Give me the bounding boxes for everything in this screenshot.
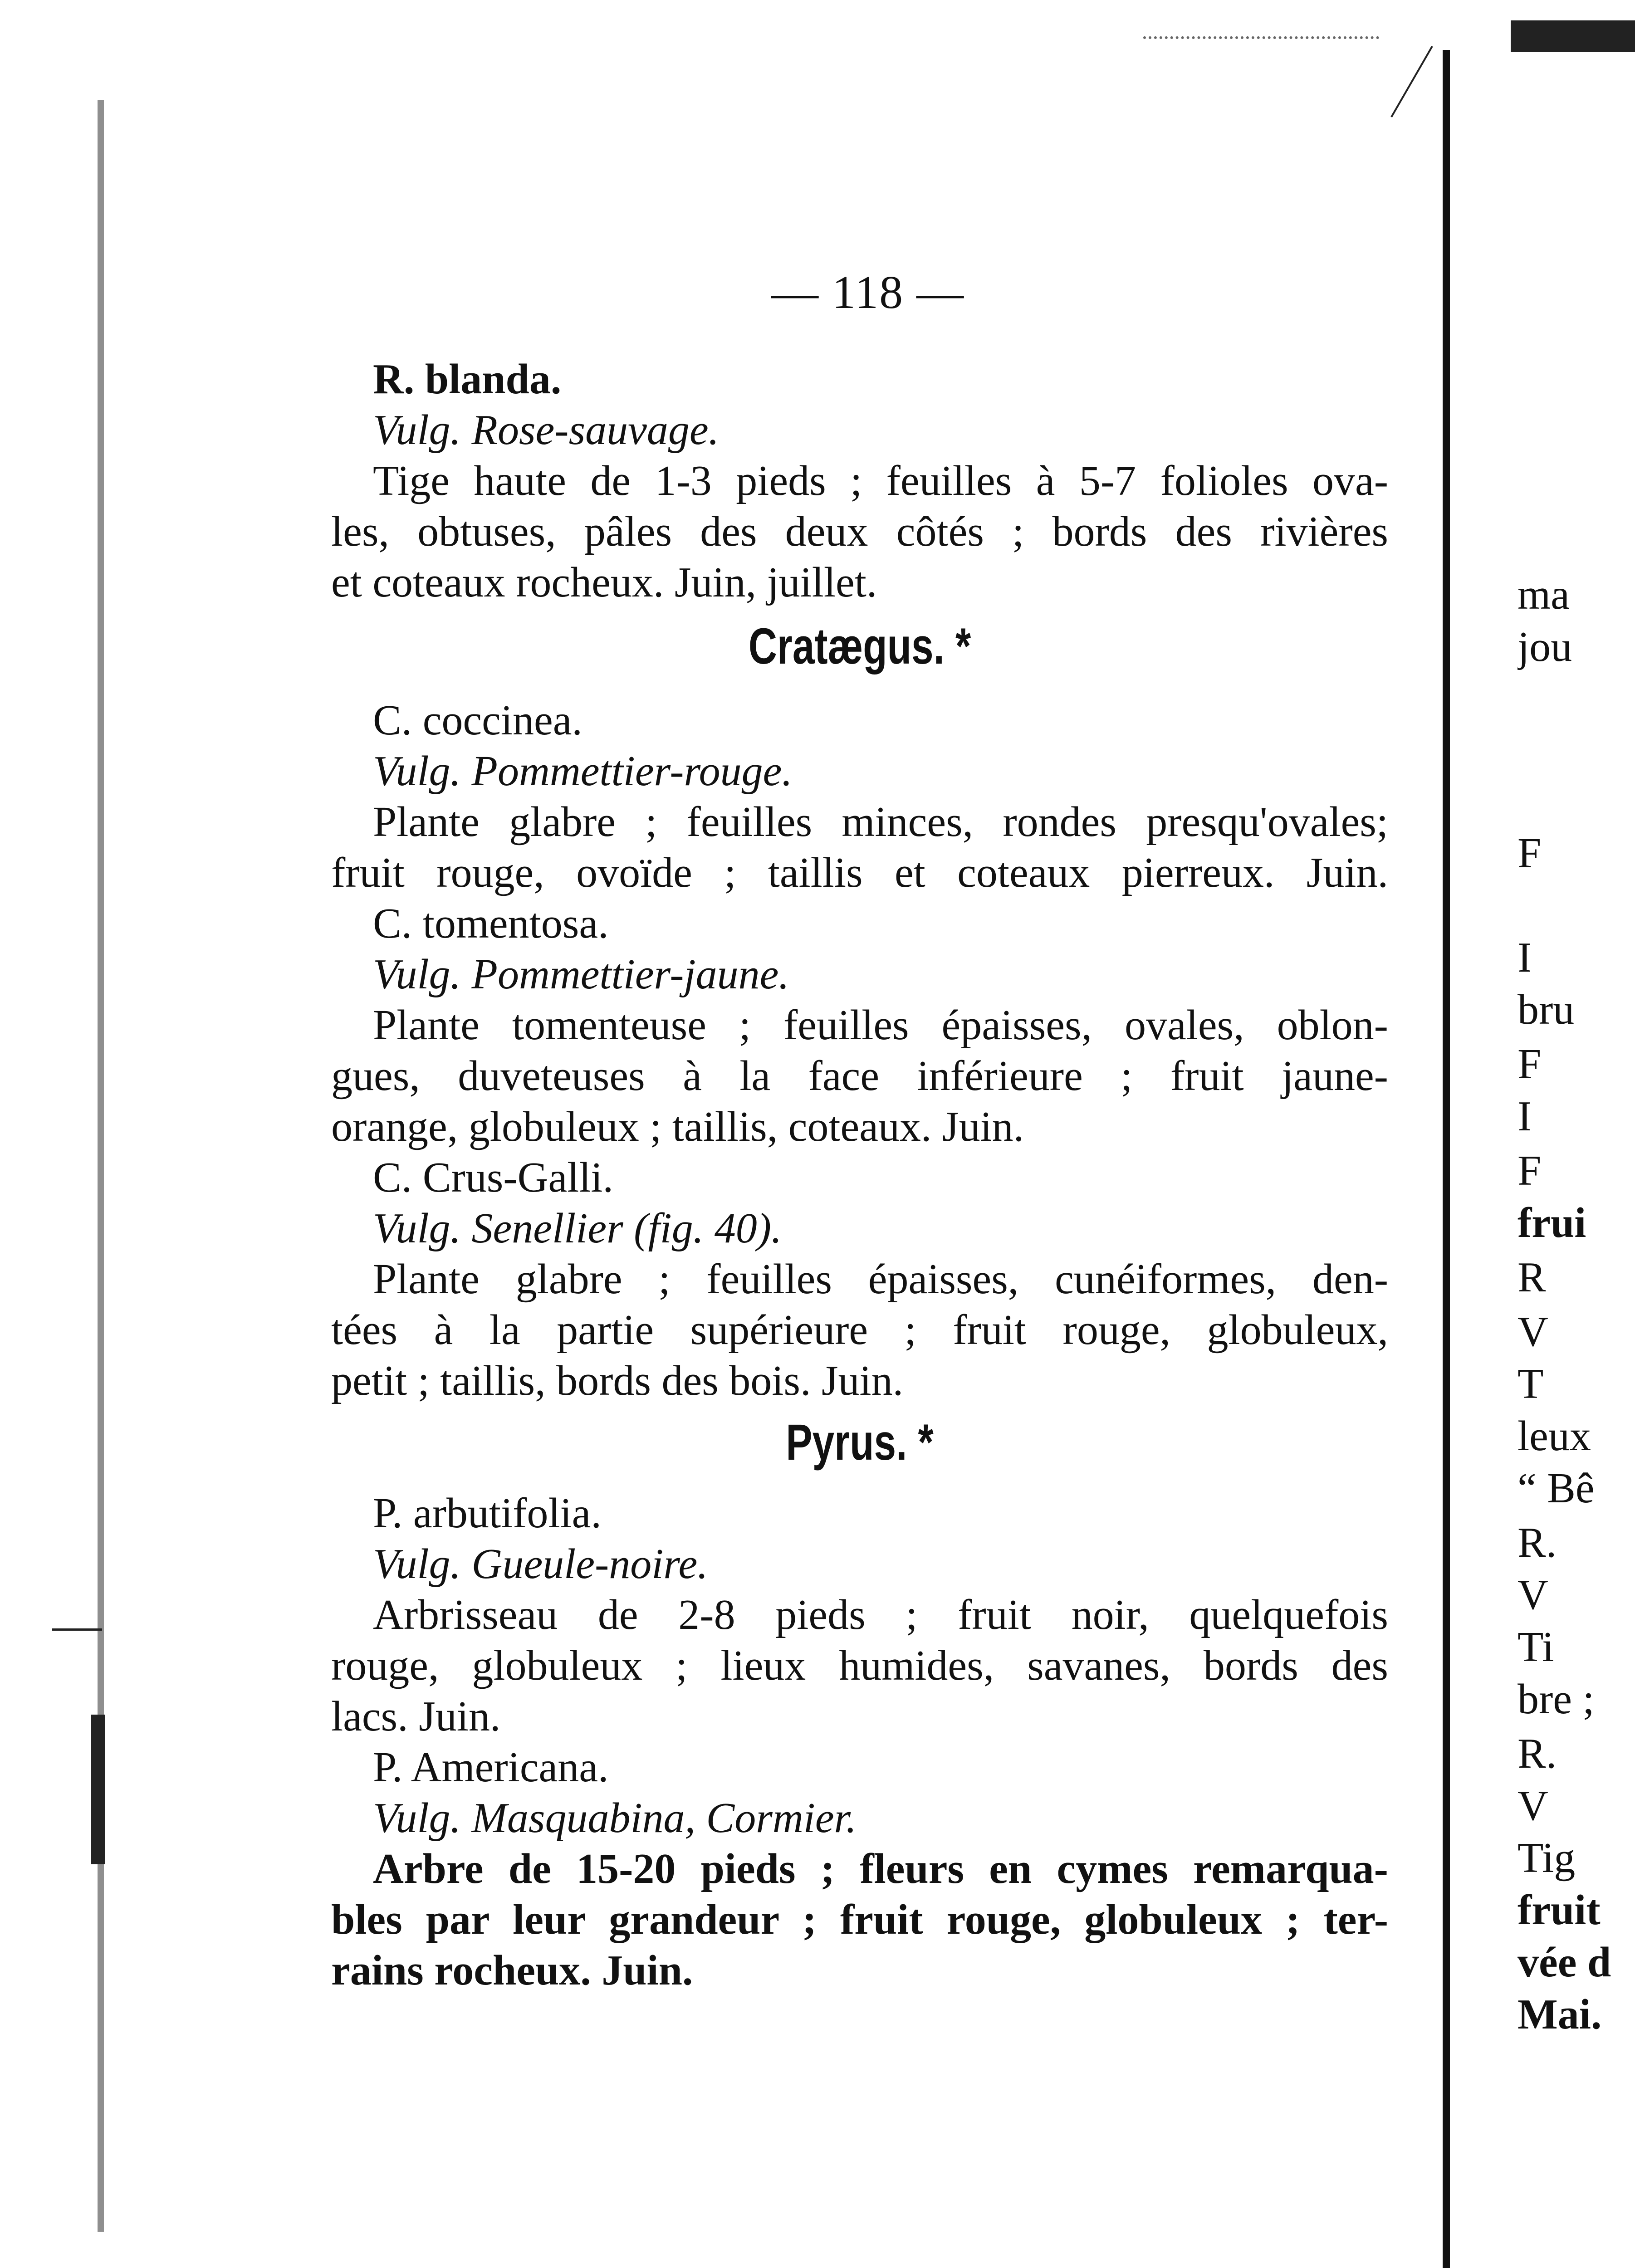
facing-page-text: V [1518,1571,1548,1618]
facing-page-text: Mai. [1518,1991,1602,2038]
facing-page-text: T [1518,1360,1544,1408]
scan-artifact-left-tick [52,1628,102,1631]
facing-page-text: V [1518,1782,1548,1829]
species-name: P. Americana. [373,1744,609,1791]
vernacular-name: Vulg. Pommettier-jaune. [373,951,789,998]
scan-artifact-top [1143,36,1379,45]
scan-artifact-left-edge [98,100,104,2232]
facing-page-text: “ Bê [1518,1465,1595,1512]
facing-page-text: Tig [1518,1834,1576,1882]
facing-page-text: frui [1518,1199,1586,1246]
description-line: bles par leur grandeur ; fruit rouge, globuleux ; ter- [331,1896,1388,1943]
scan-artifact-left-block [91,1715,105,1864]
facing-page-text: fruit [1518,1887,1601,1934]
facing-page-text: R. [1518,1519,1557,1566]
facing-page-text: V [1518,1308,1548,1355]
description-line: Plante tomenteuse ; feuilles épaisses, ovales, oblon- [373,1002,1388,1049]
description-line: fruit rouge, ovoïde ; taillis et coteaux pierreux. Juin. [331,849,1388,896]
scan-artifact-gutter-corner [1390,46,1433,117]
facing-page-text: leux [1518,1413,1591,1460]
page-gutter-line [1443,50,1450,2268]
description-line: tées à la partie supérieure ; fruit rouge, globuleux, [331,1306,1388,1354]
facing-page-text: F [1518,1041,1542,1088]
description-line: Arbre de 15-20 pieds ; fleurs en cymes remarqua- [373,1845,1388,1892]
facing-page-text: bru [1518,986,1575,1033]
vernacular-name: Vulg. Rose-sauvage. [373,406,720,454]
facing-page-text: jou [1518,623,1572,670]
genus-heading: Pyrus. * [786,1414,934,1471]
vernacular-name: Vulg. Pommettier-rouge. [373,748,793,795]
facing-page-text: bre ; [1518,1676,1595,1723]
facing-page-text: ma [1518,571,1570,618]
species-name: P. arbutifolia. [373,1490,602,1537]
description-line: petit ; taillis, bords des bois. Juin. [331,1357,904,1404]
description-line: Arbrisseau de 2-8 pieds ; fruit noir, quelquefois [373,1591,1388,1638]
species-name: C. tomentosa. [373,900,609,947]
vernacular-name: Vulg. Senellier (fig. 40). [373,1205,782,1252]
description-line: Plante glabre ; feuilles épaisses, cunéiformes, den- [373,1256,1388,1303]
facing-page-text: F [1518,830,1542,877]
page-number: — 118 — [771,266,965,318]
description-line: rouge, globuleux ; lieux humides, savanes, bords des [331,1642,1388,1689]
species-name: C. coccinea. [373,697,583,744]
description-line: les, obtuses, pâles des deux côtés ; bords des rivières [331,508,1388,555]
description-line: Tige haute de 1-3 pieds ; feuilles à 5-7 folioles ova- [373,457,1388,504]
genus-heading: Cratægus. * [748,618,971,675]
facing-page-text: I [1518,1093,1532,1140]
species-name: R. blanda. [373,356,562,403]
description-line: et coteaux rocheux. Juin, juillet. [331,559,877,606]
facing-page-fragment [1518,0,1635,2268]
description-line: Plante glabre ; feuilles minces, rondes presqu'ovales; [373,798,1388,846]
facing-page-text: R. [1518,1730,1557,1777]
description-line: rains rocheux. Juin. [331,1947,693,1994]
vernacular-name: Vulg. Masquabina, Cormier. [373,1794,857,1842]
facing-page-text: I [1518,934,1532,981]
description-line: orange, globuleux ; taillis, coteaux. Juin. [331,1103,1024,1150]
facing-page-text: Ti [1518,1623,1554,1671]
facing-page-text: vée d [1518,1939,1611,1986]
description-line: gues, duveteuses à la face inférieure ; fruit jaune- [331,1052,1388,1100]
facing-page-text: F [1518,1147,1542,1194]
species-name: C. Crus-Galli. [373,1154,614,1201]
vernacular-name: Vulg. Gueule-noire. [373,1540,708,1588]
description-line: lacs. Juin. [331,1693,501,1740]
facing-page-text: R [1518,1254,1546,1301]
